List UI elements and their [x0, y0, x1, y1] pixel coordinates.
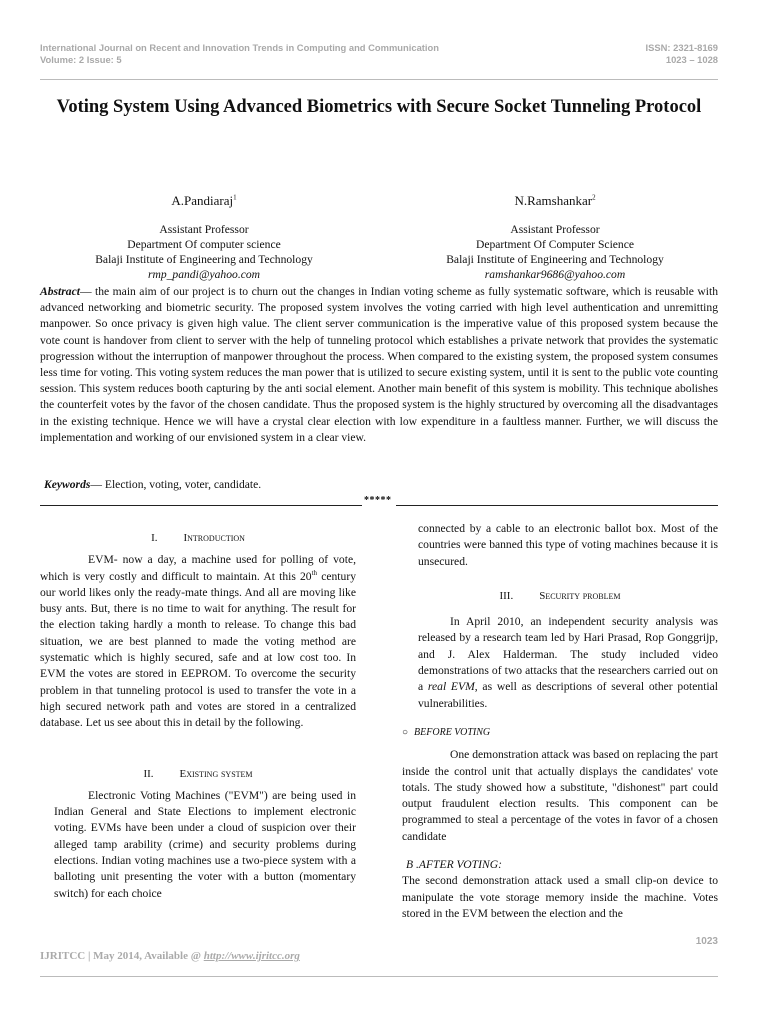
keywords — [44, 478, 261, 491]
author-email[interactable]: rmp_pandi@yahoo.com — [147, 268, 261, 281]
section-heading-existing: II. Existing system — [143, 767, 253, 780]
separator-stars: ***** — [364, 495, 392, 506]
continued-paragraph: connected by a cable to an electronic ballot box. Most of the countries were banned this type of voting machines because it is unsecured. — [418, 522, 718, 568]
abstract — [40, 284, 718, 446]
abstract-text: — the main aim of our project is to churn out the changes in Indian voting scheme as fully systematic software, which is reusable with advanced networking and biometric security. The proposed system involves the voting carried with high level authentication and unremitting manpower. So once privacy is given high value. The client server communication is the imperative value of this proposed system because the vote count is handover from client to server with the help of tunneling protocol which establishes a private network that provides the systematic progression without the interruption of manpower throughout the process. When compared to the existing system, the proposed system consumes less time for voting. This voting system reduces the man power that is utilized to secure existing system, until it is sent to the public vote counting session. This system reduces booth capturing by the anti social element. Another main benefit of this system is mobility. This technique abolishes the counterfeit votes by the favor of the chosen candidate. Thus the proposed system is the highly structured by overcoming all the disadvantages in the existing technique. Hence we will have a crystal clear election with low expenditure in a faultless manner. Further, we will discuss the implementation and working of our envisioned system in a clear view. — [40, 285, 718, 444]
paper-title: Voting System Using Advanced Biometrics with Secure Socket Tunneling Protocol — [56, 97, 702, 117]
journal-volume: Volume: 2 Issue: 5 — [40, 54, 122, 65]
footer — [40, 950, 300, 962]
page-range: 1023 – 1028 — [665, 54, 718, 65]
intro-paragraph: EVM- now a day, a machine used for polling of vote, which is very costly and difficult to maintain. At this 20th century our world likes only the ready-mate things. And all are moving like busy ants. But, there is no time to wait for anything. The result for the election taking hardly a month to release. To change this bad situation, we are best planned to made the voting method are systematic which is highly secured, safe and at low cost too. In EVM the votes are stored in EEPROM. To overcome the security problem in that tunneling protocol is used to transfer the vote in a high secured network path and votes are stored in a centralized database. Let us see about this in detail by the following. — [40, 553, 356, 730]
before-voting-paragraph: One demonstration attack was based on replacing the part inside the control unit that actually displays the candidates' vote totals. The study showed how a substitute, "dishonest" part could output fraudulent election results. This component can be programmed to steal a percentage of the votes in favor of a chosen candidate — [402, 748, 718, 843]
author-email[interactable]: ramshankar9686@yahoo.com — [484, 268, 626, 281]
subheading-after-voting: B .AFTER VOTING: — [406, 858, 502, 872]
header-divider — [40, 79, 718, 80]
author-dept: Department Of computer science — [127, 238, 281, 251]
subheading-before-voting: ○ BEFORE VOTING — [402, 726, 491, 738]
author-name: N.Ramshankar$^2$ — [514, 193, 596, 208]
after-voting-paragraph: The second demonstration attack used a small clip-on device to manipulate the vote storage memory inside the machine. Votes stored in the EVM between the election and the — [402, 874, 718, 920]
abstract-label: Abstract — [40, 285, 80, 298]
section-heading-security: III. Security problem — [499, 589, 621, 602]
footer-link[interactable]: http://www.ijritcc.org — [203, 950, 300, 962]
author-inst: Balaji Institute of Engineering and Technology — [446, 253, 664, 266]
keywords-text: — Election, voting, voter, candidate. — [90, 478, 262, 491]
page-number: 1023 — [695, 936, 718, 947]
keywords-label: Keywords — [44, 478, 91, 491]
issn: ISSN: 2321-8169 — [645, 42, 718, 53]
existing-paragraph: Electronic Voting Machines ("EVM") are being used in Indian General and State Elections to implement electronic voting. EVMs have been under a cloud of suspicion over their alleged tamp arability (crime) and security problems during elections. Indian voting machines use a two-piece system with a balloting unit presenting the voter with a button (momentary switch) for each choice — [54, 788, 356, 900]
journal-name: International Journal on Recent and Innovation Trends in Computing and Communication — [40, 42, 439, 53]
section-separator — [40, 496, 718, 510]
left-column — [40, 530, 356, 902]
footer-divider — [40, 976, 718, 977]
bullet-icon: ○ — [402, 726, 409, 738]
author-role: Assistant Professor — [510, 223, 600, 236]
author-block-1 — [34, 193, 374, 282]
author-inst: Balaji Institute of Engineering and Technology — [95, 253, 313, 266]
author-block-2 — [385, 193, 725, 282]
section-heading-intro: I. Introduction — [151, 532, 245, 544]
security-paragraph: In April 2010, an independent security analysis was released by a research team led by Hari Prasad, Rop Gonggrijp, and J. Alex Halderman. The study included video demonstrations of two attacks that the researchers carried out on a real EVM, as well as descriptions of several other potential vulnerabilities. — [418, 615, 719, 710]
footer-text: IJRITCC | May 2014, Available @ — [40, 950, 204, 962]
right-column — [402, 521, 718, 922]
author-name: A.Pandiaraj$^1$ — [171, 193, 237, 208]
author-dept: Department Of Computer Science — [475, 238, 635, 251]
author-role: Assistant Professor — [159, 223, 249, 236]
